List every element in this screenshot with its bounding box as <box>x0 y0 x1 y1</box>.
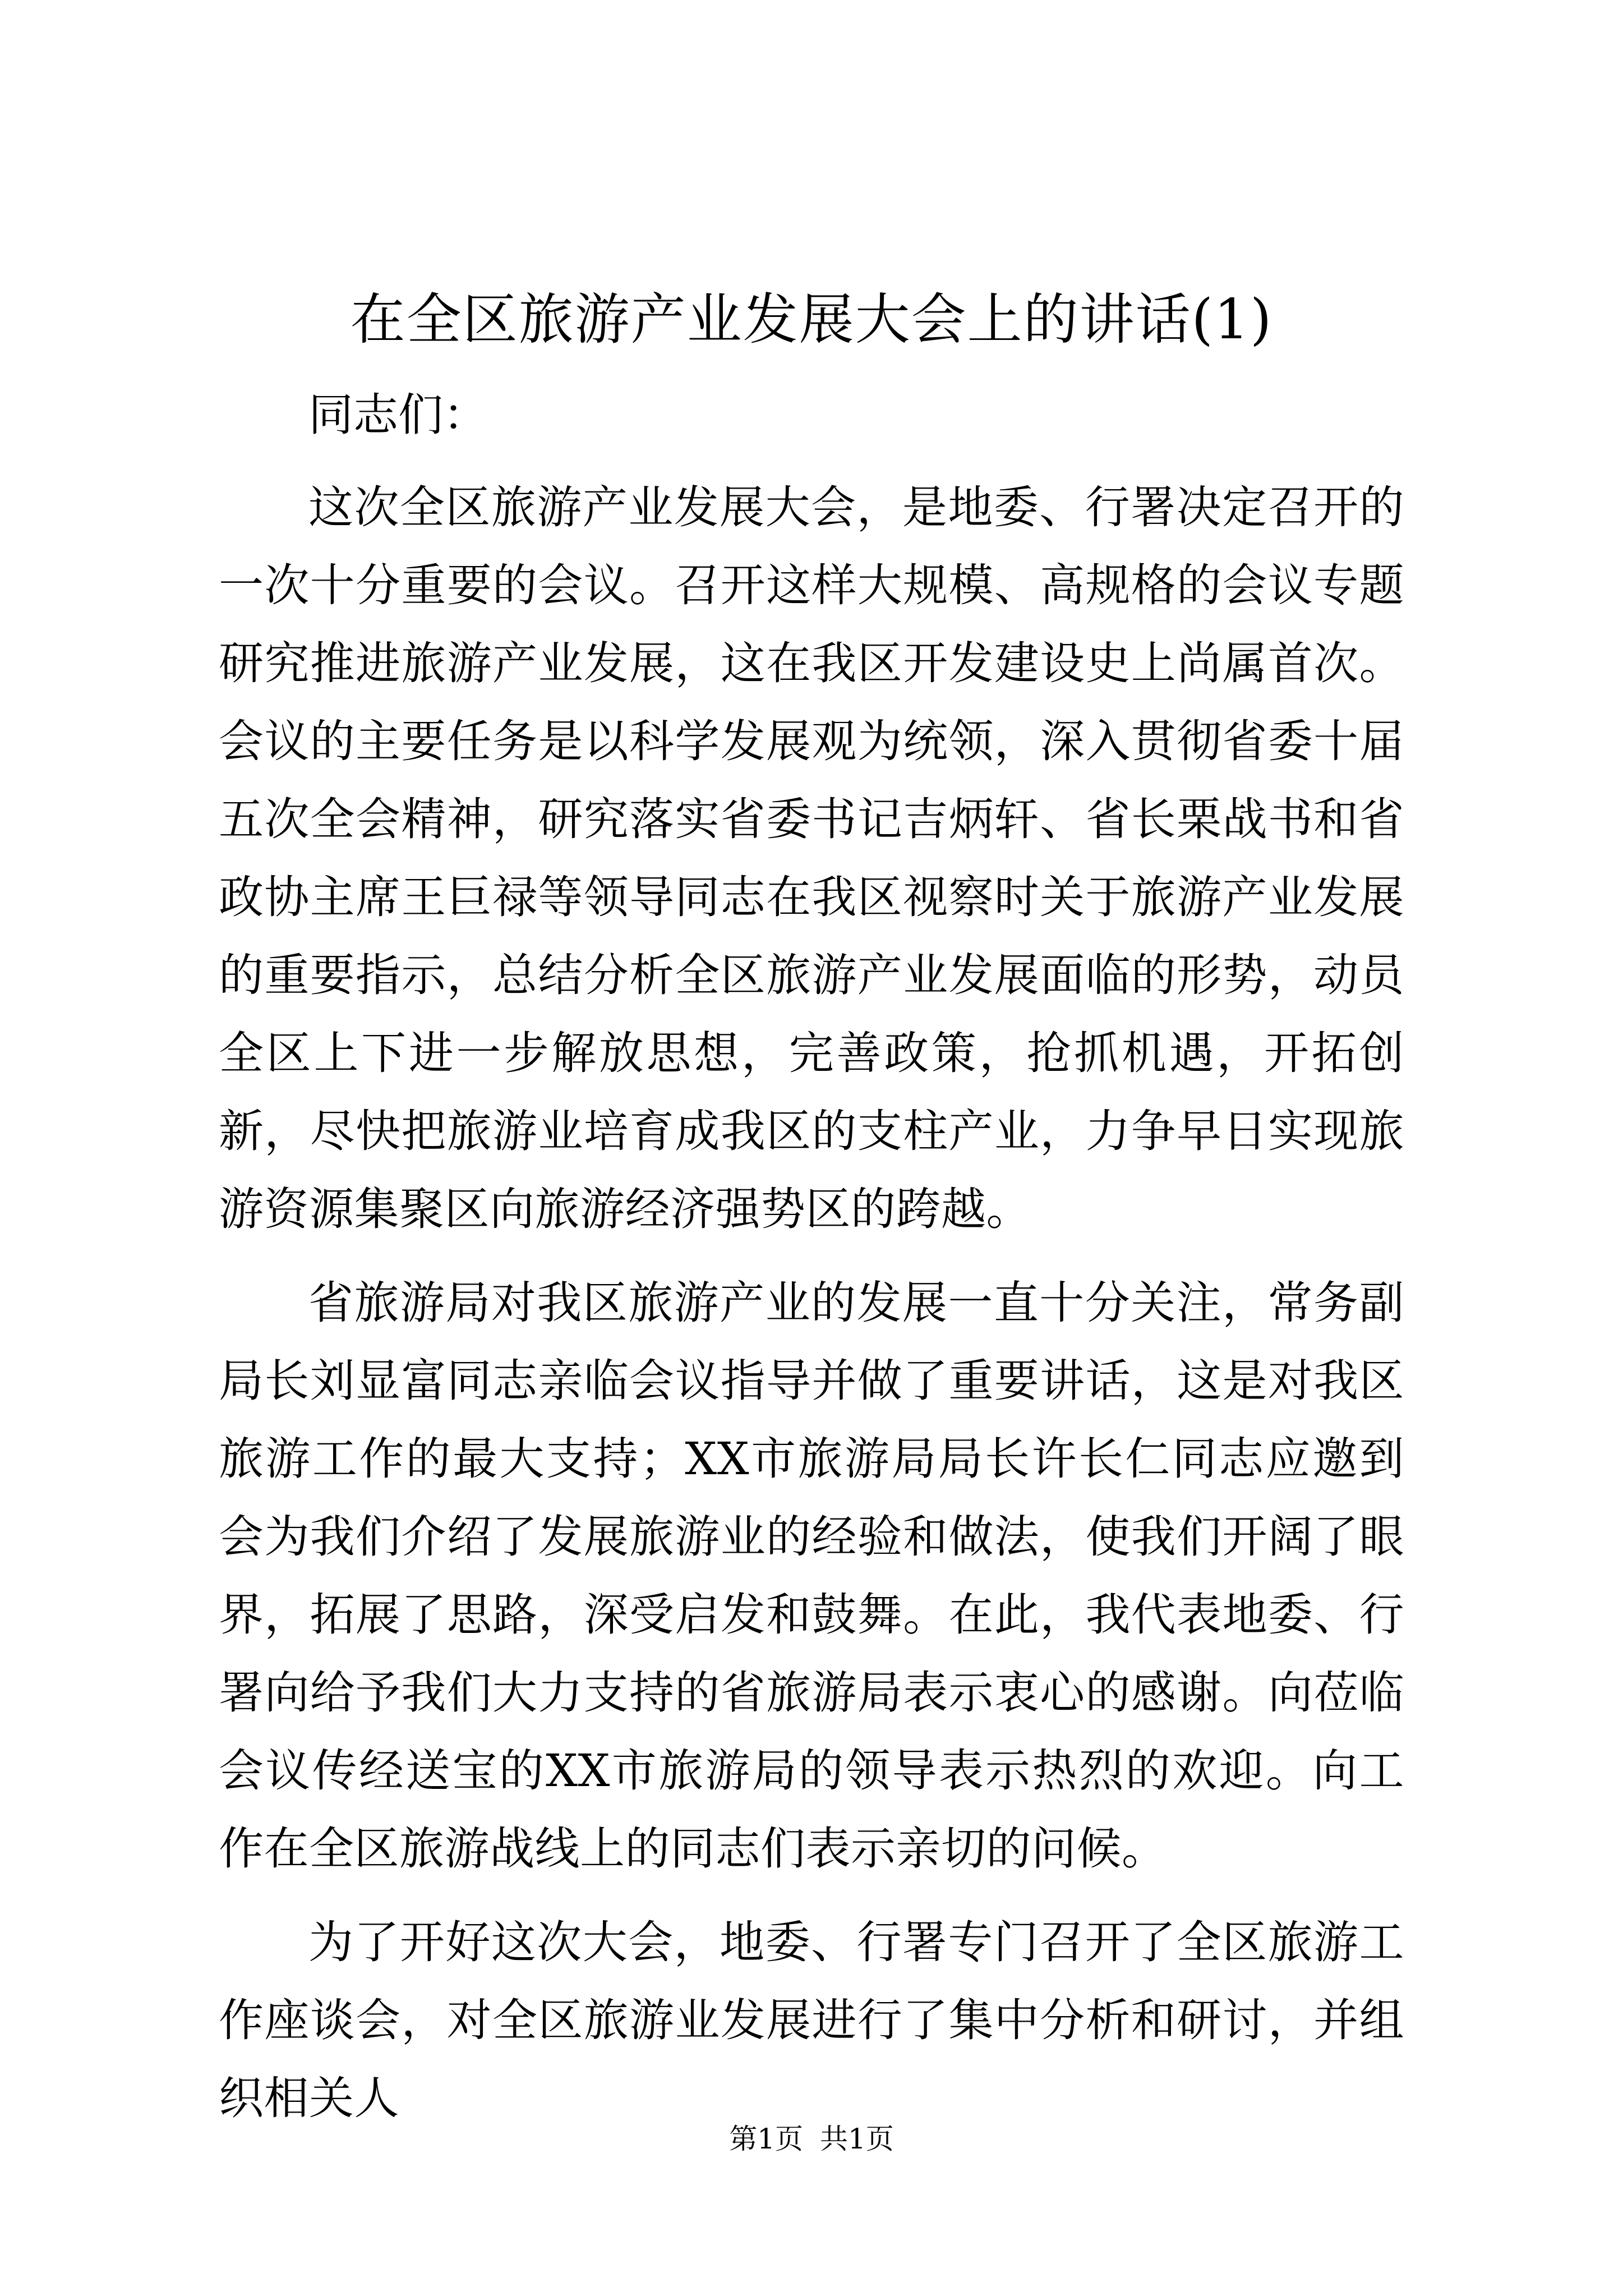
page-number-total: 共1页 <box>820 2123 894 2155</box>
page-footer <box>0 2119 1623 2159</box>
paragraph-1: 这次全区旅游产业发展大会，是地委、行署决定召开的一次十分重要的会议。召开这样大规模、高规格的会议专题研究推进旅游产业发展，这在我区开发建设史上尚属首次。会议的主要任务是以科学发展观为统领，深入贯彻省委十届五次全会精神，研究落实省委书记吉炳轩、省长栗战书和省政协主席王巨禄等领导同志在我区视察时关于旅游产业发展的重要指示，总结分析全区旅游产业发展面临的形势，动员全区上下进一步解放思想，完善政策，抢抓机遇，开拓创新，尽快把旅游业培育成我区的支柱产业，力争早日实现旅游资源集聚区向旅游经济强势区的跨越。 <box>219 481 1404 1235</box>
salutation: 同志们： <box>308 389 488 441</box>
paragraph-2: 省旅游局对我区旅游产业的发展一直十分关注，常务副局长刘显富同志亲临会议指导并做了重要讲话，这是对我区旅游工作的最大支持；XX市旅游局局长许长仁同志应邀到会为我们介绍了发展旅游业的经验和做法，使我们开阔了眼界，拓展了思路，深受启发和鼓舞。在此，我代表地委、行署向给予我们大力支持的省旅游局表示衷心的感谢。向莅临会议传经送宝的XX市旅游局的领导表示热烈的欢迎。向工作在全区旅游战线上的同志们表示亲切的问候。 <box>219 1277 1404 1875</box>
document-title: 在全区旅游产业发展大会上的讲话(1) <box>350 288 1273 352</box>
page-number-current: 第1页 <box>729 2123 803 2155</box>
document-body <box>219 376 1404 2137</box>
paragraph-3: 为了开好这次大会，地委、行署专门召开了全区旅游工作座谈会，对全区旅游业发展进行了集中分析和研讨，并组织相关人 <box>219 1916 1404 2124</box>
